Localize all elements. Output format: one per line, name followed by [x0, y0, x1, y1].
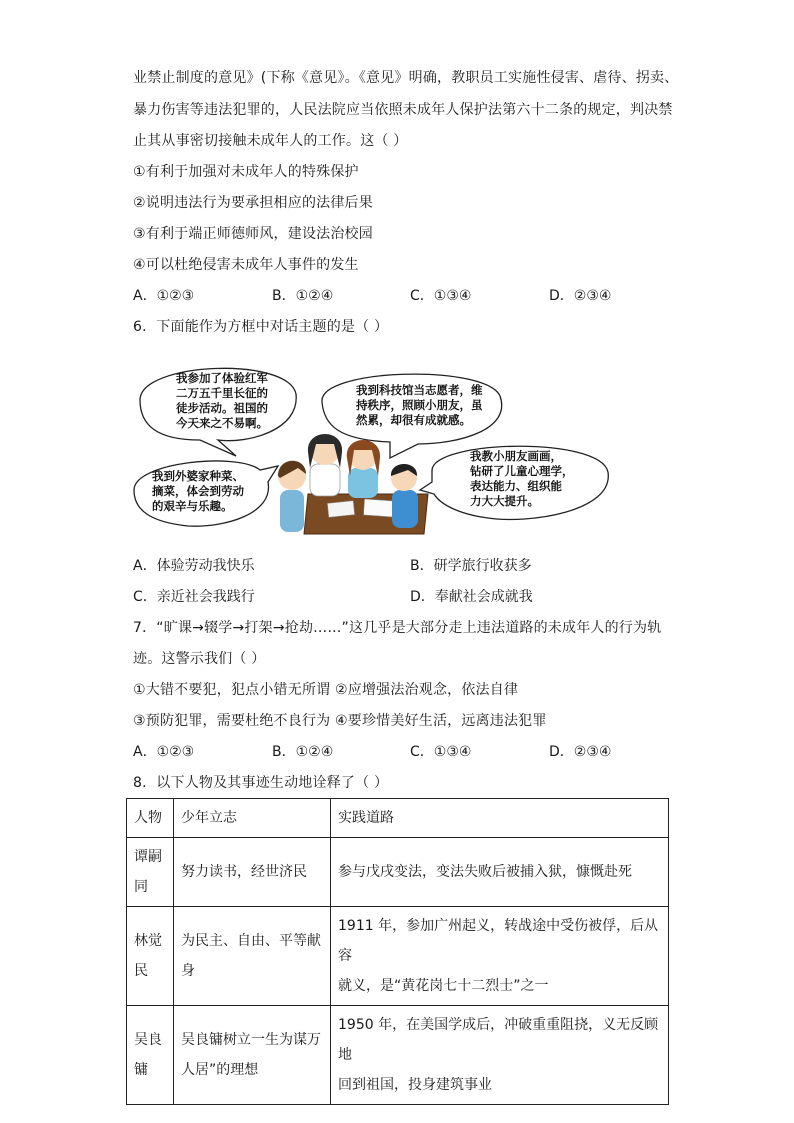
bubble-2-line: 然累，却很有成就感。 — [356, 413, 471, 427]
cell-line: 参与戊戌变法，变法失败后被捕入狱，慷慨赴死 — [338, 864, 632, 880]
q5-text-line: 暴力伤害等违法犯罪的，人民法院应当依照未成年人保护法第六十二条的规定，判决禁 — [133, 102, 673, 118]
q6-option-a[interactable]: A．体验劳动我快乐 — [133, 558, 255, 574]
q5-option-c[interactable]: C．①③④ — [410, 288, 472, 304]
svg-text:我参加了体验红军二万五千里长征的徒步活动。祖国的今天来之不易 — [175, 371, 268, 430]
speech-bubble-2 — [322, 374, 502, 458]
header-person: 人物 — [127, 799, 174, 838]
cell-aim — [174, 907, 331, 1006]
q6-stem: 6．下面能作为方框中对话主题的是（ ） — [133, 319, 389, 335]
cell-line: 人居”的理想 — [181, 1062, 259, 1078]
cell-line: 就义，是“黄花岗七十二烈士”之一 — [338, 978, 549, 994]
q8-table — [126, 798, 669, 1105]
header-aim: 少年立志 — [174, 799, 331, 838]
header-path: 实践道路 — [331, 799, 669, 838]
q5-option-d[interactable]: D．②③④ — [549, 288, 612, 304]
child-left-figure — [278, 461, 306, 532]
q5-option-b[interactable]: B．①②④ — [272, 288, 334, 304]
cell-line: 同 — [134, 879, 148, 895]
q5-option-a[interactable]: A．①②③ — [133, 288, 195, 304]
table-row — [127, 1006, 669, 1105]
cell-line: 吴良镛树立一生为谋万 — [181, 1032, 321, 1048]
q6-option-c[interactable]: C．亲近社会我践行 — [133, 589, 255, 605]
bubble-1-line: 今天来之不易啊。 — [176, 416, 268, 430]
bubble-4-line: 表达能力、组织能 — [470, 479, 562, 493]
cell-line: 努力读书，经世济民 — [181, 864, 307, 880]
girl-right-figure — [347, 440, 380, 498]
cell-line: 吴良 — [134, 1032, 162, 1048]
cell-line: 1950 年，在美国学成后，冲破重重阻挠，义无反顾地 — [338, 1017, 659, 1063]
bubble-3-line: 的艰辛与乐趣。 — [152, 499, 233, 513]
q5-statement: ③有利于端正师德师风，建设法治校园 — [133, 226, 373, 242]
cell-line: 身 — [181, 963, 195, 979]
cell-line: 民 — [134, 963, 148, 979]
q7-option-a[interactable]: A．①②③ — [133, 744, 195, 760]
bubble-2-line: 持秩序，照顾小朋友，虽 — [356, 398, 483, 412]
cell-aim — [174, 838, 331, 907]
cell-path — [331, 838, 669, 907]
q6-option-d[interactable]: D．奉献社会成就我 — [410, 589, 533, 605]
svg-text:我到科技馆当志愿者，维持秩序，照顾小朋友，虽然累，却很有成就 — [355, 383, 483, 427]
bubble-2-line: 我到科技馆当志愿者，维 — [356, 383, 483, 397]
bubble-4-line: 钻研了儿童心理学， — [470, 464, 574, 478]
bubble-4-line: 力大大提升。 — [470, 494, 539, 508]
cell-line: 1911 年，参加广州起义，转战途中受伤被俘，后从容 — [338, 918, 659, 964]
q7-text-line: 7．“旷课→辍学→打架→抢劫……”这几乎是大部分走上违法道路的未成年人的行为轨 — [133, 620, 662, 636]
q5-statement: ④可以杜绝侵害未成年人事件的发生 — [133, 257, 359, 273]
cell-aim — [174, 1006, 331, 1105]
q7-text-line: 迹。这警示我们（ ） — [133, 651, 266, 667]
boy-right-figure — [391, 464, 418, 528]
speech-bubble-4 — [420, 446, 608, 519]
cell-line: 谭嗣 — [134, 849, 162, 865]
q5-text-line: 业禁止制度的意见》(下称《意见》。《意见》明确，教职员工实施性侵害、虐待、拐卖、 — [133, 70, 679, 86]
q6-option-b[interactable]: B．研学旅行收获多 — [410, 558, 532, 574]
cell-line: 镛 — [134, 1062, 148, 1078]
bubble-4-line: 我教小朋友画画， — [470, 449, 562, 463]
q7-option-d[interactable]: D．②③④ — [549, 744, 612, 760]
bubble-3-line: 摘菜，体会到劳动 — [152, 484, 244, 498]
q8-stem: 8．以下人物及其事迹生动地诠释了（ ） — [133, 775, 389, 791]
speech-bubble-3 — [134, 461, 278, 526]
q7-statement: ③预防犯罪，需要杜绝不良行为 ④要珍惜美好生活，远离违法犯罪 — [133, 713, 547, 729]
speech-bubble-1 — [140, 368, 296, 456]
svg-text:我到外婆家种菜、摘菜，体会到劳动的艰辛与乐趣。 — [151, 469, 244, 513]
q5-text-line: 止其从事密切接触未成年人的工作。这（ ） — [133, 133, 408, 149]
q7-option-b[interactable]: B．①②④ — [272, 744, 334, 760]
table-row — [127, 907, 669, 1006]
q5-statement: ①有利于加强对未成年人的特殊保护 — [133, 164, 359, 180]
cell-line: 林觉 — [134, 933, 162, 949]
cell-person — [127, 1006, 174, 1105]
q7-option-c[interactable]: C．①③④ — [410, 744, 472, 760]
cell-line: 为民主、自由、平等献 — [181, 933, 321, 949]
q5-statement: ②说明违法行为要承担相应的法律后果 — [133, 195, 373, 211]
table-row — [127, 838, 669, 907]
cell-line: 回到祖国，投身建筑事业 — [338, 1077, 492, 1093]
bubble-3-line: 我到外婆家种菜、 — [152, 469, 244, 483]
cell-person — [127, 838, 174, 907]
bubble-1-line: 二万五千里长征的 — [176, 386, 268, 400]
girl-middle-figure — [308, 434, 342, 496]
dialogue-illustration — [128, 352, 618, 542]
cell-person — [127, 907, 174, 1006]
table-header-row — [127, 799, 669, 838]
q7-statement: ①大错不要犯，犯点小错无所谓 ②应增强法治观念，依法自律 — [133, 682, 519, 698]
cell-path — [331, 907, 669, 1006]
bubble-1-line: 我参加了体验红军 — [176, 371, 268, 385]
bubble-1-line: 徒步活动。祖国的 — [176, 401, 268, 415]
cell-path — [331, 1006, 669, 1105]
